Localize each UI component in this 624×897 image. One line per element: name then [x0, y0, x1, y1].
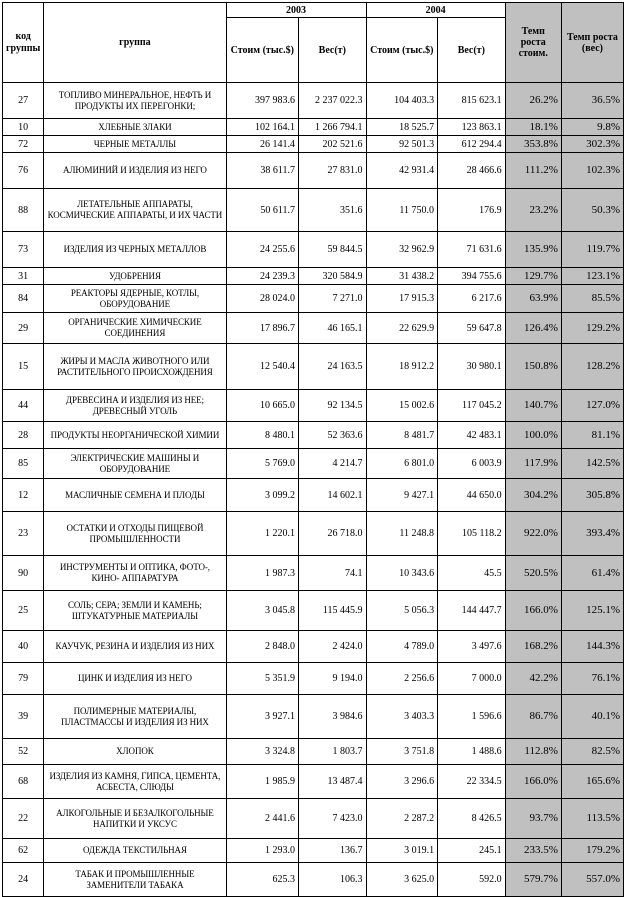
row-weight-2003: 202 521.6 [299, 136, 367, 153]
row-weight-2004: 123 863.1 [438, 119, 506, 136]
table-row [3, 422, 624, 449]
row-group: ИЗДЕЛИЯ ИЗ ЧЕРНЫХ МЕТАЛЛОВ [44, 232, 226, 268]
trade-table [2, 2, 624, 897]
row-rate-weight: 50.3% [561, 189, 623, 232]
row-rate-weight: 127.0% [561, 390, 623, 422]
table-header [3, 3, 624, 83]
row-value-2004: 92 501.3 [366, 136, 438, 153]
row-group: ОРГАНИЧЕСКИЕ ХИМИЧЕСКИЕ СОЕДИНЕНИЯ [44, 313, 226, 344]
header-weight-2003: Вес(т) [299, 18, 367, 83]
row-value-2003: 1 985.9 [226, 765, 298, 799]
row-weight-2003: 9 194.0 [299, 663, 367, 695]
row-code: 10 [3, 119, 44, 136]
row-rate-weight: 165.6% [561, 765, 623, 799]
row-rate-value: 353.8% [505, 136, 561, 153]
row-group: ИЗДЕЛИЯ ИЗ КАМНЯ, ГИПСА, ЦЕМЕНТА, АСБЕСТА, СЛЮДЫ [44, 765, 226, 799]
table-row [3, 556, 624, 591]
row-value-2003: 397 983.6 [226, 83, 298, 119]
row-code: 68 [3, 765, 44, 799]
row-weight-2003: 2 237 022.3 [299, 83, 367, 119]
row-group: ТОПЛИВО МИНЕРАЛЬНОЕ, НЕФТЬ И ПРОДУКТЫ ИХ ПЕРЕГОНКИ; [44, 83, 226, 119]
row-value-2003: 8 480.1 [226, 422, 298, 449]
row-rate-weight: 393.4% [561, 512, 623, 556]
row-group: ОДЕЖДА ТЕКСТИЛЬНАЯ [44, 839, 226, 863]
row-value-2003: 2 441.6 [226, 799, 298, 839]
row-weight-2003: 106.3 [299, 863, 367, 897]
row-weight-2004: 59 647.8 [438, 313, 506, 344]
row-value-2003: 5 351.9 [226, 663, 298, 695]
row-rate-weight: 144.3% [561, 631, 623, 663]
row-code: 88 [3, 189, 44, 232]
row-rate-weight: 113.5% [561, 799, 623, 839]
row-value-2003: 1 987.3 [226, 556, 298, 591]
row-value-2004: 3 019.1 [366, 839, 438, 863]
row-value-2004: 17 915.3 [366, 285, 438, 313]
row-group: АЛЮМИНИЙ И ИЗДЕЛИЯ ИЗ НЕГО [44, 153, 226, 189]
row-value-2003: 3 927.1 [226, 695, 298, 739]
row-rate-value: 150.8% [505, 344, 561, 390]
table-row [3, 189, 624, 232]
row-weight-2004: 1 488.6 [438, 739, 506, 765]
row-code: 39 [3, 695, 44, 739]
table-row [3, 512, 624, 556]
row-code: 85 [3, 449, 44, 479]
row-value-2003: 3 324.8 [226, 739, 298, 765]
row-value-2004: 3 403.3 [366, 695, 438, 739]
row-weight-2004: 44 650.0 [438, 479, 506, 512]
table-row [3, 153, 624, 189]
row-weight-2004: 7 000.0 [438, 663, 506, 695]
row-code: 40 [3, 631, 44, 663]
row-weight-2004: 394 755.6 [438, 268, 506, 285]
header-value-2003: Стоим (тыс.$) [226, 18, 298, 83]
row-code: 22 [3, 799, 44, 839]
row-weight-2004: 6 003.9 [438, 449, 506, 479]
header-value-2004: Стоим (тыс.$) [366, 18, 438, 83]
row-rate-weight: 102.3% [561, 153, 623, 189]
row-rate-weight: 40.1% [561, 695, 623, 739]
row-rate-weight: 82.5% [561, 739, 623, 765]
table-row [3, 268, 624, 285]
row-code: 31 [3, 268, 44, 285]
row-weight-2003: 4 214.7 [299, 449, 367, 479]
table-body [3, 83, 624, 897]
row-rate-value: 233.5% [505, 839, 561, 863]
table-row [3, 695, 624, 739]
row-group: ЧЕРНЫЕ МЕТАЛЛЫ [44, 136, 226, 153]
row-rate-weight: 125.1% [561, 591, 623, 631]
row-rate-value: 112.8% [505, 739, 561, 765]
row-weight-2003: 24 163.5 [299, 344, 367, 390]
row-value-2003: 3 045.8 [226, 591, 298, 631]
row-rate-weight: 302.3% [561, 136, 623, 153]
row-value-2003: 3 099.2 [226, 479, 298, 512]
row-code: 79 [3, 663, 44, 695]
row-weight-2004: 176.9 [438, 189, 506, 232]
row-value-2003: 102 164.1 [226, 119, 298, 136]
header-group: группа [44, 3, 226, 83]
row-weight-2003: 7 423.0 [299, 799, 367, 839]
row-rate-weight: 61.4% [561, 556, 623, 591]
row-rate-value: 100.0% [505, 422, 561, 449]
row-group: КАУЧУК, РЕЗИНА И ИЗДЕЛИЯ ИЗ НИХ [44, 631, 226, 663]
row-rate-value: 18.1% [505, 119, 561, 136]
row-group: СОЛЬ; СЕРА; ЗЕМЛИ И КАМЕНЬ; ШТУКАТУРНЫЕ МАТЕРИАЛЫ [44, 591, 226, 631]
row-weight-2004: 71 631.6 [438, 232, 506, 268]
row-value-2004: 3 751.8 [366, 739, 438, 765]
row-weight-2003: 26 718.0 [299, 512, 367, 556]
row-weight-2004: 45.5 [438, 556, 506, 591]
row-weight-2004: 42 483.1 [438, 422, 506, 449]
row-rate-weight: 123.1% [561, 268, 623, 285]
row-value-2004: 31 438.2 [366, 268, 438, 285]
row-rate-weight: 81.1% [561, 422, 623, 449]
row-value-2004: 104 403.3 [366, 83, 438, 119]
row-weight-2004: 30 980.1 [438, 344, 506, 390]
row-rate-value: 129.7% [505, 268, 561, 285]
row-weight-2004: 105 118.2 [438, 512, 506, 556]
row-weight-2003: 52 363.6 [299, 422, 367, 449]
row-group: РЕАКТОРЫ ЯДЕРНЫЕ, КОТЛЫ, ОБОРУДОВАНИЕ [44, 285, 226, 313]
row-rate-weight: 557.0% [561, 863, 623, 897]
row-weight-2003: 1 266 794.1 [299, 119, 367, 136]
row-group: ЭЛЕКТРИЧЕСКИЕ МАШИНЫ И ОБОРУДОВАНИЕ [44, 449, 226, 479]
row-rate-weight: 36.5% [561, 83, 623, 119]
row-value-2004: 2 256.6 [366, 663, 438, 695]
row-weight-2003: 13 487.4 [299, 765, 367, 799]
row-value-2004: 11 248.8 [366, 512, 438, 556]
table-row [3, 631, 624, 663]
row-group: ЖИРЫ И МАСЛА ЖИВОТНОГО ИЛИ РАСТИТЕЛЬНОГО ПРОИСХОЖДЕНИЯ [44, 344, 226, 390]
row-value-2003: 24 255.6 [226, 232, 298, 268]
row-group: МАСЛИЧНЫЕ СЕМЕНА И ПЛОДЫ [44, 479, 226, 512]
row-weight-2004: 592.0 [438, 863, 506, 897]
row-code: 28 [3, 422, 44, 449]
row-rate-weight: 305.8% [561, 479, 623, 512]
row-weight-2003: 46 165.1 [299, 313, 367, 344]
row-weight-2003: 115 445.9 [299, 591, 367, 631]
row-rate-value: 42.2% [505, 663, 561, 695]
row-group: ЛЕТАТЕЛЬНЫЕ АППАРАТЫ, КОСМИЧЕСКИЕ АППАРАТЫ, И ИХ ЧАСТИ [44, 189, 226, 232]
row-code: 84 [3, 285, 44, 313]
row-weight-2003: 92 134.5 [299, 390, 367, 422]
row-rate-weight: 129.2% [561, 313, 623, 344]
row-rate-value: 63.9% [505, 285, 561, 313]
table-row [3, 83, 624, 119]
table-row [3, 863, 624, 897]
row-code: 73 [3, 232, 44, 268]
row-weight-2004: 245.1 [438, 839, 506, 863]
row-rate-value: 166.0% [505, 591, 561, 631]
row-code: 90 [3, 556, 44, 591]
row-group: АЛКОГОЛЬНЫЕ И БЕЗАЛКОГОЛЬНЫЕ НАПИТКИ И УКСУС [44, 799, 226, 839]
row-value-2003: 1 220.1 [226, 512, 298, 556]
row-rate-value: 166.0% [505, 765, 561, 799]
row-weight-2004: 612 294.4 [438, 136, 506, 153]
row-value-2003: 5 769.0 [226, 449, 298, 479]
row-value-2004: 5 056.3 [366, 591, 438, 631]
row-group: ТАБАК И ПРОМЫШЛЕННЫЕ ЗАМЕНИТЕЛИ ТАБАКА [44, 863, 226, 897]
row-value-2003: 12 540.4 [226, 344, 298, 390]
header-year-2004: 2004 [366, 3, 505, 18]
table-row [3, 799, 624, 839]
table-row [3, 232, 624, 268]
row-code: 44 [3, 390, 44, 422]
row-value-2003: 1 293.0 [226, 839, 298, 863]
row-rate-weight: 142.5% [561, 449, 623, 479]
row-weight-2004: 815 623.1 [438, 83, 506, 119]
row-group: ПРОДУКТЫ НЕОРГАНИЧЕСКОЙ ХИМИИ [44, 422, 226, 449]
table-row [3, 285, 624, 313]
row-value-2003: 38 611.7 [226, 153, 298, 189]
row-rate-value: 93.7% [505, 799, 561, 839]
row-code: 62 [3, 839, 44, 863]
row-weight-2003: 14 602.1 [299, 479, 367, 512]
row-code: 15 [3, 344, 44, 390]
row-rate-value: 26.2% [505, 83, 561, 119]
table-row [3, 119, 624, 136]
row-weight-2004: 117 045.2 [438, 390, 506, 422]
header-year-2003: 2003 [226, 3, 366, 18]
row-value-2004: 4 789.0 [366, 631, 438, 663]
table-row [3, 739, 624, 765]
table-row [3, 591, 624, 631]
row-value-2004: 10 343.6 [366, 556, 438, 591]
row-group: ХЛОПОК [44, 739, 226, 765]
row-value-2004: 8 481.7 [366, 422, 438, 449]
row-rate-weight: 9.8% [561, 119, 623, 136]
row-value-2004: 2 287.2 [366, 799, 438, 839]
row-weight-2004: 28 466.6 [438, 153, 506, 189]
row-weight-2003: 2 424.0 [299, 631, 367, 663]
row-code: 25 [3, 591, 44, 631]
row-code: 27 [3, 83, 44, 119]
row-code: 52 [3, 739, 44, 765]
row-value-2004: 6 801.0 [366, 449, 438, 479]
row-weight-2004: 22 334.5 [438, 765, 506, 799]
table-row [3, 839, 624, 863]
row-rate-value: 23.2% [505, 189, 561, 232]
row-rate-weight: 76.1% [561, 663, 623, 695]
row-code: 23 [3, 512, 44, 556]
row-rate-value: 135.9% [505, 232, 561, 268]
row-weight-2004: 6 217.6 [438, 285, 506, 313]
row-value-2004: 15 002.6 [366, 390, 438, 422]
row-group: ХЛЕБНЫЕ ЗЛАКИ [44, 119, 226, 136]
row-rate-weight: 85.5% [561, 285, 623, 313]
row-rate-value: 111.2% [505, 153, 561, 189]
row-weight-2003: 320 584.9 [299, 268, 367, 285]
row-weight-2004: 144 447.7 [438, 591, 506, 631]
row-value-2003: 50 611.7 [226, 189, 298, 232]
table-row [3, 344, 624, 390]
row-weight-2003: 3 984.6 [299, 695, 367, 739]
row-value-2004: 18 912.2 [366, 344, 438, 390]
row-value-2004: 22 629.9 [366, 313, 438, 344]
row-weight-2004: 8 426.5 [438, 799, 506, 839]
row-rate-value: 117.9% [505, 449, 561, 479]
row-value-2003: 10 665.0 [226, 390, 298, 422]
row-value-2003: 28 024.0 [226, 285, 298, 313]
row-weight-2004: 1 596.6 [438, 695, 506, 739]
row-group: ИНСТРУМЕНТЫ И ОПТИКА, ФОТО-, КИНО- АППАРАТУРА [44, 556, 226, 591]
row-group: ЦИНК И ИЗДЕЛИЯ ИЗ НЕГО [44, 663, 226, 695]
row-value-2004: 11 750.0 [366, 189, 438, 232]
row-weight-2003: 7 271.0 [299, 285, 367, 313]
row-code: 24 [3, 863, 44, 897]
row-rate-value: 579.7% [505, 863, 561, 897]
row-group: УДОБРЕНИЯ [44, 268, 226, 285]
row-code: 72 [3, 136, 44, 153]
row-weight-2003: 59 844.5 [299, 232, 367, 268]
row-value-2004: 32 962.9 [366, 232, 438, 268]
row-rate-value: 168.2% [505, 631, 561, 663]
row-weight-2003: 1 803.7 [299, 739, 367, 765]
table-row [3, 449, 624, 479]
row-group: ОСТАТКИ И ОТХОДЫ ПИЩЕВОЙ ПРОМЫШЛЕННОСТИ [44, 512, 226, 556]
row-rate-value: 140.7% [505, 390, 561, 422]
row-rate-value: 304.2% [505, 479, 561, 512]
row-rate-value: 126.4% [505, 313, 561, 344]
header-rate-value: Темп роста стоим. [505, 3, 561, 83]
header-weight-2004: Вес(т) [438, 18, 506, 83]
row-group: ПОЛИМЕРНЫЕ МАТЕРИАЛЫ, ПЛАСТМАССЫ И ИЗДЕЛИЯ ИЗ НИХ [44, 695, 226, 739]
row-value-2003: 625.3 [226, 863, 298, 897]
row-rate-weight: 119.7% [561, 232, 623, 268]
table-row [3, 765, 624, 799]
row-weight-2004: 3 497.6 [438, 631, 506, 663]
row-value-2004: 18 525.7 [366, 119, 438, 136]
row-code: 76 [3, 153, 44, 189]
row-weight-2003: 74.1 [299, 556, 367, 591]
row-rate-weight: 179.2% [561, 839, 623, 863]
header-code: код группы [3, 3, 44, 83]
row-weight-2003: 351.6 [299, 189, 367, 232]
row-rate-value: 922.0% [505, 512, 561, 556]
row-value-2004: 42 931.4 [366, 153, 438, 189]
row-rate-value: 86.7% [505, 695, 561, 739]
row-value-2003: 2 848.0 [226, 631, 298, 663]
table-row [3, 313, 624, 344]
row-code: 29 [3, 313, 44, 344]
table-row [3, 136, 624, 153]
row-weight-2003: 136.7 [299, 839, 367, 863]
row-rate-weight: 128.2% [561, 344, 623, 390]
row-value-2003: 24 239.3 [226, 268, 298, 285]
row-value-2004: 3 625.0 [366, 863, 438, 897]
table-row [3, 390, 624, 422]
row-rate-value: 520.5% [505, 556, 561, 591]
row-value-2004: 9 427.1 [366, 479, 438, 512]
table-row [3, 663, 624, 695]
row-group: ДРЕВЕСИНА И ИЗДЕЛИЯ ИЗ НЕЕ; ДРЕВЕСНЫЙ УГОЛЬ [44, 390, 226, 422]
row-value-2003: 26 141.4 [226, 136, 298, 153]
row-value-2003: 17 896.7 [226, 313, 298, 344]
table-row [3, 479, 624, 512]
header-rate-weight: Темп роста (вес) [561, 3, 623, 83]
row-value-2004: 3 296.6 [366, 765, 438, 799]
row-code: 12 [3, 479, 44, 512]
row-weight-2003: 27 831.0 [299, 153, 367, 189]
